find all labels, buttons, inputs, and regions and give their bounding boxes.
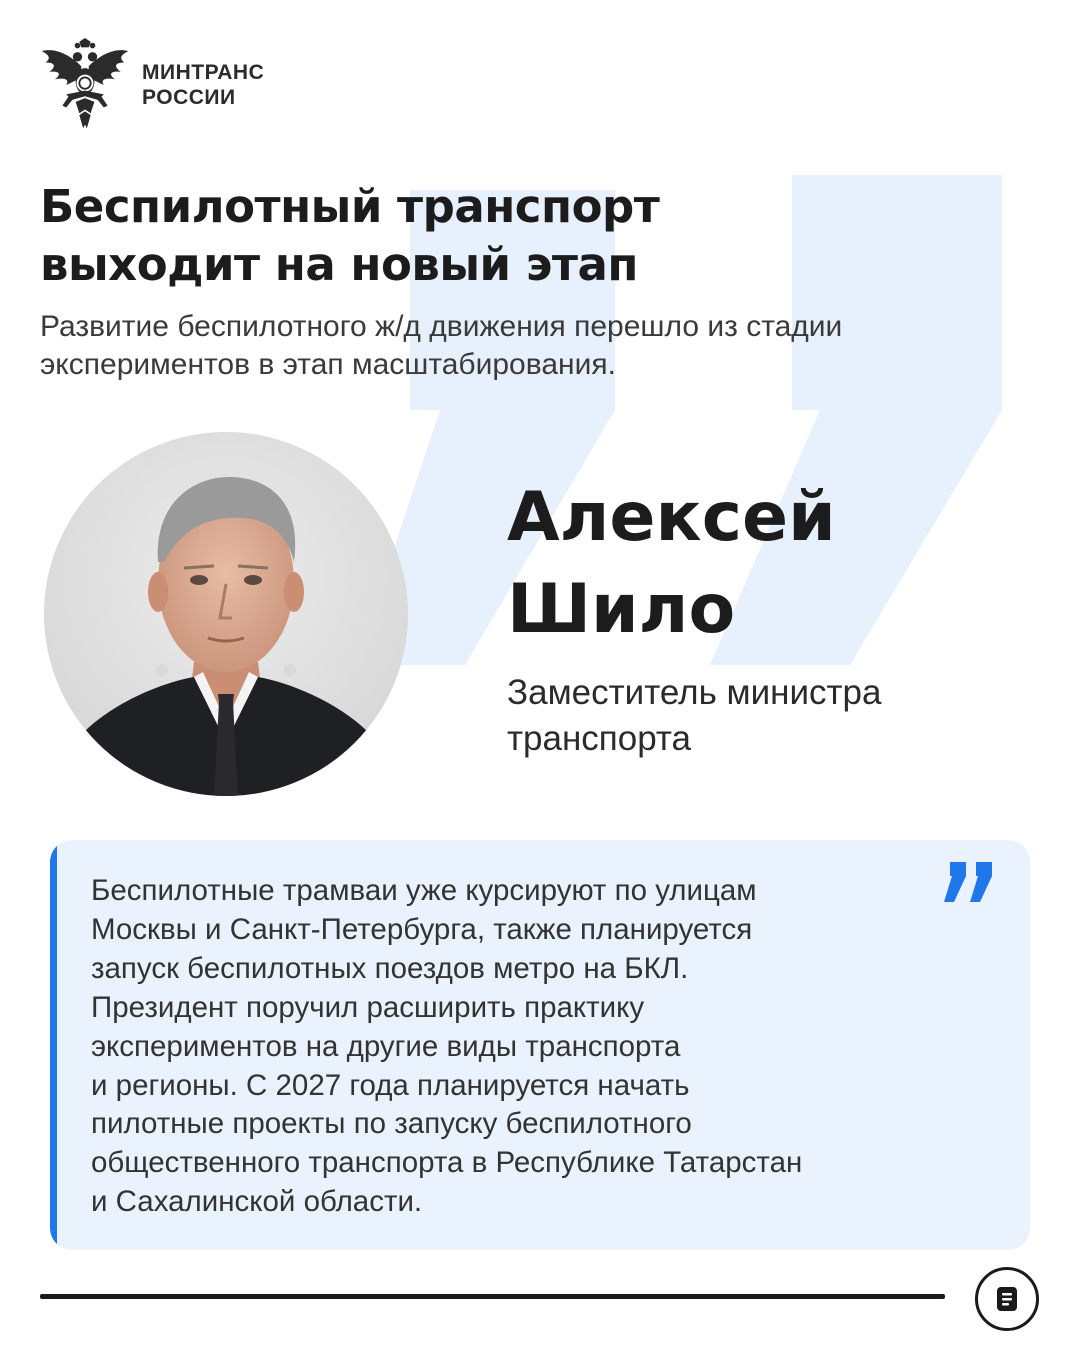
quote-line: общественного транспорта в Республике Татарстан xyxy=(91,1146,803,1180)
subtitle-line-2: экспериментов в этап масштабирования. xyxy=(40,348,616,381)
person-position xyxy=(507,670,882,762)
portrait-illustration xyxy=(44,432,408,796)
quote-text xyxy=(91,872,951,1222)
title-line-1: Беспилотный транспорт xyxy=(40,180,660,233)
quote-card xyxy=(50,840,1030,1250)
person-name xyxy=(507,472,836,656)
person-last-name: Шило xyxy=(507,570,736,649)
page-subtitle xyxy=(40,308,1020,384)
position-line-2: транспорта xyxy=(507,719,692,758)
ministry-logo xyxy=(38,38,264,132)
quote-line: и регионы. С 2027 года планируется начать xyxy=(91,1068,690,1102)
title-line-2: выходит на новый этап xyxy=(40,238,638,291)
quote-line: пилотные проекты по запуску беспилотного xyxy=(91,1107,692,1141)
quote-line: Президент поручил расширить практику xyxy=(91,990,645,1024)
quote-line: и Сахалинской области. xyxy=(91,1185,423,1219)
quote-line: экспериментов на другие виды транспорта xyxy=(91,1029,681,1063)
quote-line: запуск беспилотных поездов метро на БКЛ. xyxy=(91,951,689,985)
quote-mark-icon xyxy=(944,862,996,906)
quote-accent-bar xyxy=(50,840,57,1250)
progress-line xyxy=(40,1294,945,1299)
logo-line-1: МИНТРАНС xyxy=(142,61,265,84)
quote-line: Москвы и Санкт-Петербурга, также планируется xyxy=(91,912,753,946)
document-button[interactable] xyxy=(975,1267,1039,1331)
logo-line-2: РОССИИ xyxy=(142,86,236,109)
document-icon xyxy=(993,1285,1021,1313)
logo-text xyxy=(142,60,264,110)
quote-line: Беспилотные трамваи уже курсируют по улицам xyxy=(91,874,757,907)
eagle-emblem-icon xyxy=(38,38,132,132)
page-title xyxy=(40,178,659,294)
person-photo xyxy=(44,432,408,796)
position-line-1: Заместитель министра xyxy=(507,673,882,712)
person-first-name: Алексей xyxy=(507,478,836,557)
subtitle-line-1: Развитие беспилотного ж/д движения перешло из стадии xyxy=(40,310,843,343)
